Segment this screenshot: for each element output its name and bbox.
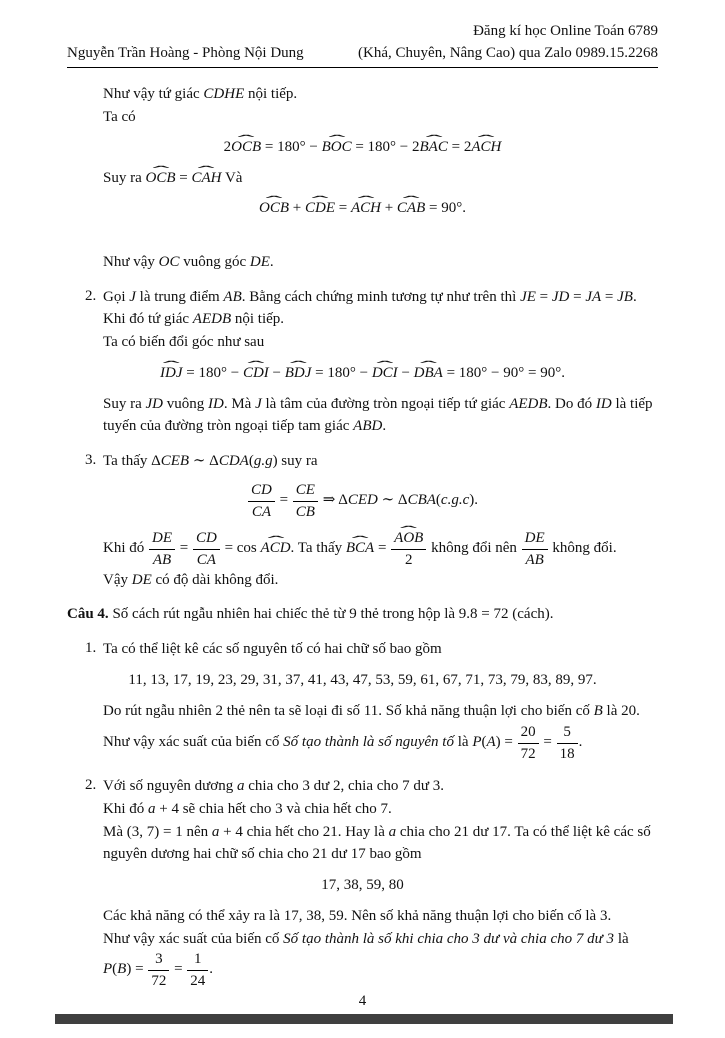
- list-item: [67, 285, 658, 354]
- paragraph: Ta có biến đổi góc như sau: [103, 334, 265, 350]
- paragraph: Các khả năng có thể xảy ra là 17, 38, 59. Nên số khả năng thuận lợi cho biến cố là 3.: [103, 908, 612, 924]
- paragraph: Gọi J là trung điểm AB. Bằng cách chứng minh tương tự như trên thì JE = JD = JA = JB. Khi đó tứ giác AEDB nội tiếp.: [103, 289, 637, 327]
- list-number: 3.: [85, 452, 97, 468]
- equation: 17, 38, 59, 80: [321, 877, 404, 893]
- paragraph: Như vậy xác suất của biến cố Số tạo thành là số khi chia cho 3 dư và chia cho 7 dư 3 là P(B) = $\frac{3}{72}$ = $\frac{1}{24}$ .: [103, 931, 629, 989]
- question-heading: Câu 4. Số cách rút ngẫu nhiên hai chiếc thẻ từ 9 thẻ trong hộp là 9.8 = 72 (cách).: [67, 606, 554, 622]
- page-header: [67, 20, 658, 68]
- paragraph: Suy ra ˆ OCB = ˆ CAH Và: [103, 167, 658, 189]
- equation: ˆ IDJ = 180° − ˆ CDI − ˆ BDJ = 180° − ˆ DCI − ˆ DBA = 180° − 90° = 90°.: [67, 362, 658, 384]
- paragraph: Ta có thể liệt kê các số nguyên tố có hai chữ số bao gồm: [103, 641, 442, 657]
- list-item-body: [103, 449, 658, 473]
- equation: ˆ OCB + ˆ CDE = ˆ ACH + ˆ CAB = 90°.: [67, 197, 658, 219]
- paragraph: Khi đó a + 4 sẽ chia hết cho 3 và chia hết cho 7.: [103, 801, 392, 817]
- paragraph: Vậy DE có độ dài không đổi.: [103, 572, 279, 588]
- equation: $\frac{CD}{CA}$ = $\frac{CE}{CB}$ ⇒ ΔCED ∼ ΔCBA(c.g.c).: [67, 481, 658, 520]
- paragraph: Như vậy OC vuông góc DE.: [103, 254, 274, 270]
- header-course-line: Đăng kí học Online Toán 6789: [473, 23, 658, 39]
- list-item-body: [103, 774, 658, 866]
- list-item-body: [103, 637, 658, 661]
- list-number: 2.: [85, 777, 97, 793]
- header-divider: [67, 67, 658, 68]
- viewer-bottom-bar: [55, 1014, 673, 1024]
- list-item: [67, 774, 658, 866]
- paragraph: Suy ra JD vuông ID. Mà J là tâm của đường tròn ngoại tiếp tứ giác AEDB. Do đó ID là tiếp tuyến của đường tròn ngoại tiếp tam giác ABD.: [103, 396, 653, 434]
- paragraph: Ta thấy ΔCEB ∼ ΔCDA(g.g) suy ra: [103, 453, 318, 469]
- equation: 11, 13, 17, 19, 23, 29, 31, 37, 41, 43, 47, 53, 59, 61, 67, 71, 73, 79, 83, 89, 97.: [128, 672, 597, 688]
- paragraph: Như vậy tứ giác CDHE nội tiếp.: [103, 86, 298, 102]
- header-contact: (Khá, Chuyên, Nâng Cao) qua Zalo 0989.15.2268: [358, 45, 658, 61]
- list-item: [67, 449, 658, 473]
- list-number: 1.: [85, 640, 97, 656]
- document-content: [67, 82, 658, 990]
- paragraph: Ta có: [103, 109, 136, 125]
- paragraph: Khi đó $\frac{DE}{AB}$ = $\frac{CD}{CA}$ = cos ˆ ACD. Ta thấy ˆ BCA = ˆ $\frac{\text{AOB}}{2}$ không đổi nên $\frac{DE}{AB}$ không đổi.: [103, 529, 658, 568]
- paragraph: Như vậy xác suất của biến cố Số tạo thành là số nguyên tố là P(A) = $\frac{20}{72}$ = $\frac{5}{18}$ .: [103, 724, 583, 762]
- list-item-body: [103, 285, 658, 354]
- equation: 2ˆ OCB = 180° − ˆ BOC = 180° − 2ˆ BAC = 2ˆ ACH: [67, 136, 658, 158]
- list-item: [67, 637, 658, 661]
- list-number: 2.: [85, 288, 97, 304]
- paragraph: Mà (3, 7) = 1 nên a + 4 chia hết cho 21. Hay là a chia cho 21 dư 17. Ta có thể liệt kê các số nguyên dương hai chữ số chia cho 21 dư 17 bao gồm: [103, 824, 651, 862]
- paragraph: Do rút ngẫu nhiên 2 thẻ nên ta sẽ loại đi số 11. Số khả năng thuận lợi cho biến cố B là 20.: [103, 703, 640, 719]
- paragraph: Với số nguyên dương a chia cho 3 dư 2, chia cho 7 dư 3.: [103, 778, 445, 794]
- page-number: 4: [358, 993, 367, 1009]
- header-author: Nguyễn Trần Hoàng - Phòng Nội Dung: [67, 45, 304, 61]
